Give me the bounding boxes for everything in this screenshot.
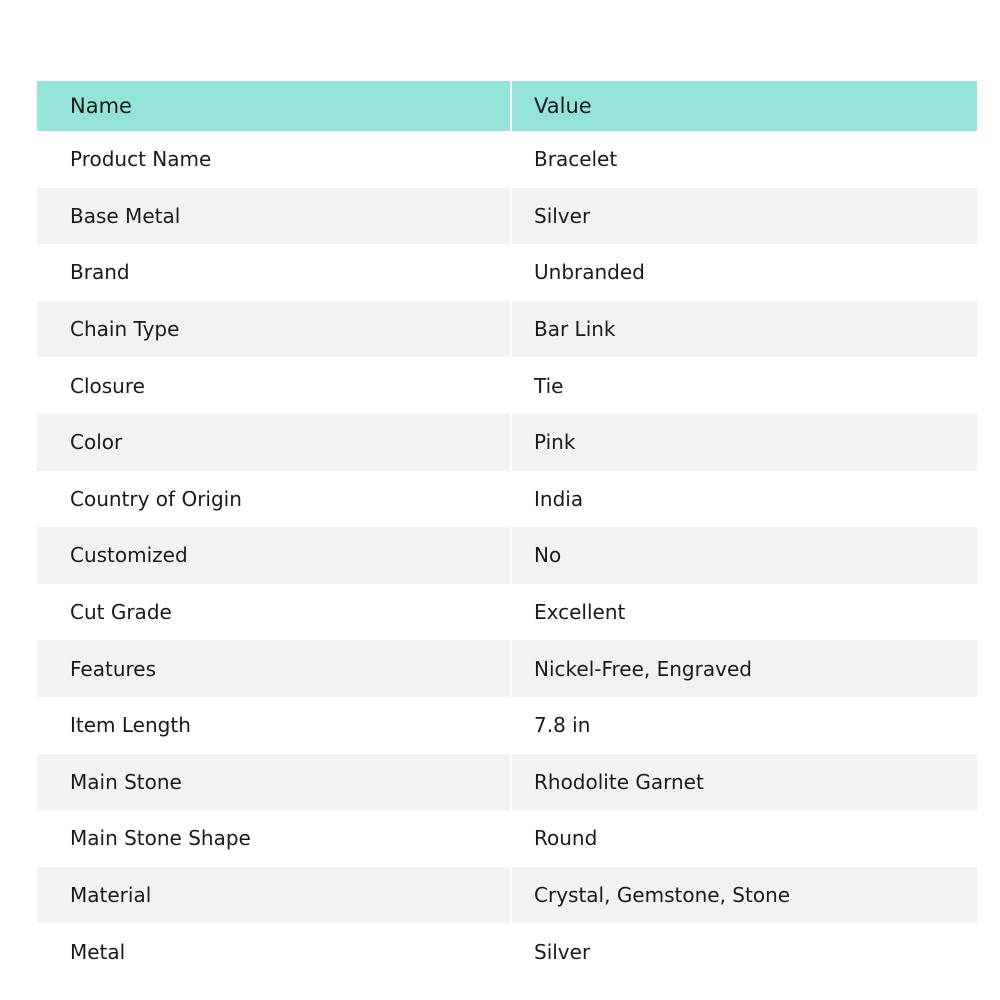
header-name: Name <box>70 94 132 118</box>
row-value: Tie <box>511 357 977 414</box>
table-row <box>37 131 977 188</box>
row-value: 7.8 in <box>511 697 977 754</box>
row-value: Round <box>511 810 977 867</box>
row-name: Color <box>70 430 123 455</box>
table-row <box>37 697 977 754</box>
row-value: Crystal, Gemstone, Stone <box>511 867 977 924</box>
row-value: No <box>511 527 977 584</box>
table-row <box>37 810 977 867</box>
table-header <box>37 81 977 131</box>
row-value: India <box>511 471 977 528</box>
header-row <box>37 81 977 131</box>
row-value: Bar Link <box>511 301 977 358</box>
row-value: Unbranded <box>511 244 977 301</box>
table-row <box>37 867 977 924</box>
row-name: Brand <box>70 260 130 285</box>
row-name: Material <box>70 883 152 908</box>
row-name: Product Name <box>70 147 212 172</box>
table-row <box>37 640 977 697</box>
row-name: Item Length <box>70 713 191 738</box>
table-row <box>37 188 977 245</box>
table-row <box>37 414 977 471</box>
row-value: Rhodolite Garnet <box>511 754 977 811</box>
spec-table <box>37 81 977 980</box>
table-row <box>37 584 977 641</box>
table-row <box>37 244 977 301</box>
row-name: Metal <box>70 939 126 964</box>
row-value: Silver <box>511 188 977 245</box>
row-name: Main Stone <box>70 769 182 794</box>
row-name: Chain Type <box>70 317 180 342</box>
row-value: Silver <box>511 923 977 980</box>
table-row <box>37 471 977 528</box>
row-name: Closure <box>70 373 145 398</box>
table-row <box>37 357 977 414</box>
row-name: Features <box>70 656 156 681</box>
row-name: Base Metal <box>70 203 181 228</box>
row-name: Main Stone Shape <box>70 826 251 851</box>
row-name: Customized <box>70 543 188 568</box>
spec-table-container <box>37 81 977 980</box>
row-value: Excellent <box>511 584 977 641</box>
row-value: Pink <box>511 414 977 471</box>
table-row <box>37 923 977 980</box>
header-value: Value <box>511 81 977 131</box>
row-value: Nickel-Free, Engraved <box>511 640 977 697</box>
row-name: Country of Origin <box>70 486 242 511</box>
table-row <box>37 754 977 811</box>
row-value: Bracelet <box>511 131 977 188</box>
row-name: Cut Grade <box>70 600 172 625</box>
table-row <box>37 301 977 358</box>
table-row <box>37 527 977 584</box>
table-body <box>37 131 977 980</box>
